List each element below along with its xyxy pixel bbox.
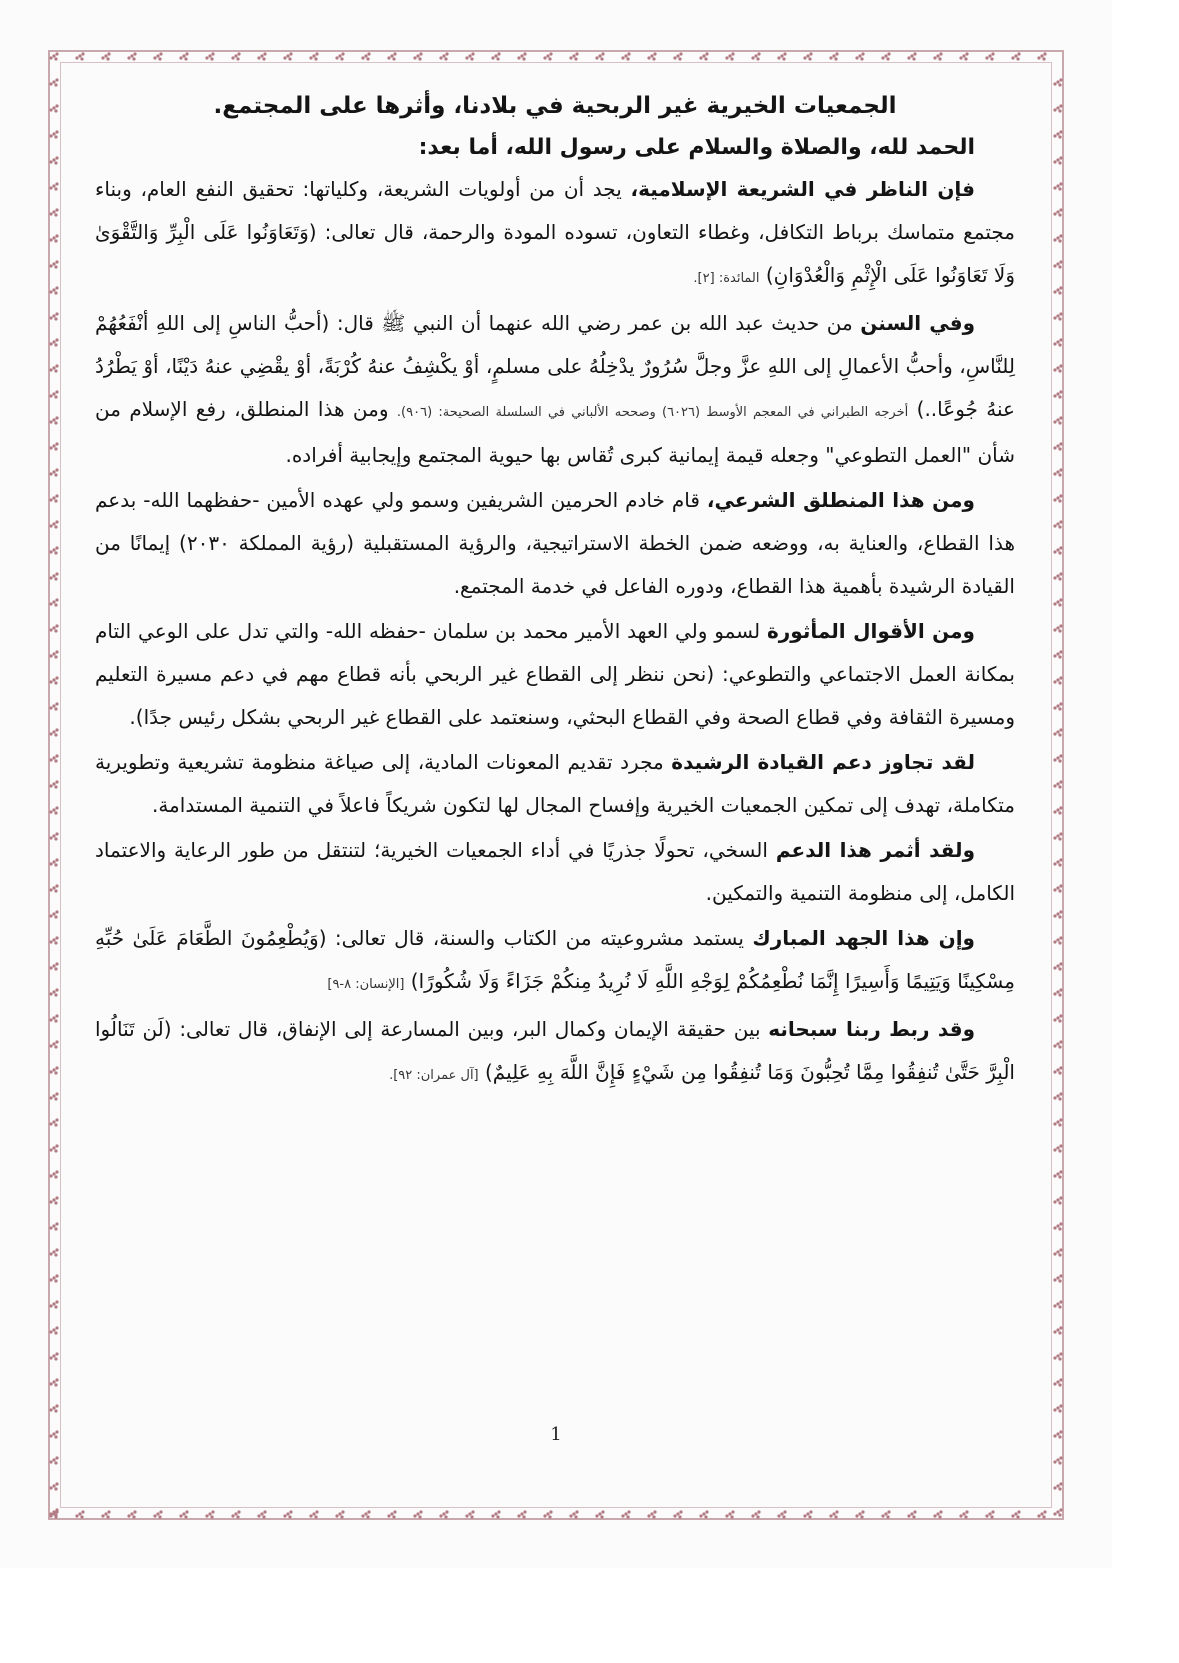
paragraph-lead: ومن الأقوال المأثورة: [766, 619, 975, 643]
citation: [الإنسان: ٨-٩]: [327, 977, 405, 992]
paragraph-text: بين حقيقة الإيمان وكمال البر، وبين المسارعة إلى الإنفاق، قال تعالى: (لَن تَنَالُوا الْبِرَّ حَتَّىٰ تُنفِقُوا مِمَّا تُحِبُّونَ وَمَا تُنفِقُوا مِن شَيْءٍ فَإِنَّ اللَّهَ بِهِ عَلِيمٌ): [95, 1017, 1015, 1084]
paragraph-4: [95, 610, 1015, 739]
paragraph-text: يجد أن من أولويات الشريعة، وكلياتها: تحقيق النفع العام، وبناء مجتمع متماسك برباط التكافل، وغطاء التعاون، تسوده المودة والرحمة، قال تعالى: (وَتَعَاوَنُوا عَلَى الْبِرِّ وَالتَّقْوَىٰ وَلَا تَعَاوَنُوا عَلَى الْإِثْمِ وَالْعُدْوَانِ): [95, 177, 1015, 287]
paragraph-2: [95, 302, 1015, 477]
paragraph-lead: وقد ربط ربنا سبحانه: [768, 1017, 975, 1041]
paragraph-lead: لقد تجاوز دعم القيادة الرشيدة: [671, 750, 975, 774]
paragraph-7: [95, 917, 1015, 1006]
paragraph-text: قام خادم الحرمين الشريفين وسمو ولي عهده الأمين -حفظهما الله- بدعم هذا القطاع، والعناية به، ووضعه ضمن الخطة الاستراتيجية، والرؤية المستقبلية (رؤية المملكة ٢٠٣٠) إيمانًا من القيادة الرشيدة بأهمية هذا القطاع، ودوره الفاعل في خدمة المجتمع.: [95, 488, 1015, 598]
paragraph-lead: ومن هذا المنطلق الشرعي،: [706, 488, 975, 512]
citation: المائدة: [٢].: [693, 271, 760, 286]
paragraph-1: [95, 168, 1015, 300]
document-body: [95, 88, 1015, 1099]
paragraph-8: [95, 1008, 1015, 1097]
paragraph-6: [95, 829, 1015, 915]
paragraph-text: يستمد مشروعيته من الكتاب والسنة، قال تعالى: (وَيُطْعِمُونَ الطَّعَامَ عَلَىٰ حُبِّهِ مِسْكِينًا وَيَتِيمًا وَأَسِيرًا إِنَّمَا نُطْعِمُكُمْ لِوَجْهِ اللَّهِ لَا نُرِيدُ مِنكُمْ جَزَاءً وَلَا شُكُورًا): [95, 926, 1015, 993]
paragraph-lead: وفي السنن: [860, 311, 975, 335]
citation: أخرجه الطبراني في المعجم الأوسط (٦٠٢٦) وصححه الألباني في السلسلة الصحيحة: (٩٠٦).: [396, 405, 909, 420]
paragraph-lead: فإن الناظر في الشريعة الإسلامية،: [630, 177, 976, 201]
paragraph-lead: وإن هذا الجهد المبارك: [752, 926, 975, 950]
paragraph-tail: ومن هذا المنطلق، رفع الإسلام من شأن "العمل التطوعي" وجعله قيمة إيمانية كبرى تُقاس بها حيوية المجتمع وإيجابية أفراده.: [95, 397, 1015, 467]
paragraph-lead: ولقد أثمر هذا الدعم: [775, 838, 975, 862]
paragraph-3: [95, 479, 1015, 608]
paragraph-text: من حديث عبد الله بن عمر رضي الله عنهما أن النبي ﷺ قال: (أحبُّ الناسِ إلى اللهِ أنْفَعُهُمْ لِلنَّاسِ، وأحبُّ الأعمالِ إلى اللهِ عزَّ وجلَّ سُرُورٌ يدْخِلُهُ على مسلمٍ، أوْ يكْشِفُ عنهُ كُرْبَةً، أوْ يقْضِي عنهُ دَيْنًا، أوْ يَطْرُدُ عنهُ جُوعًا..): [95, 311, 1015, 421]
paragraph-text: مجرد تقديم المعونات المادية، إلى صياغة منظومة تشريعية وتطويرية متكاملة، تهدف إلى تمكين الجمعيات الخيرية وإفساح المجال لها لتكون شريكاً فاعلاً في التنمية المستدامة.: [95, 750, 1015, 817]
paragraph-5: [95, 741, 1015, 827]
document-title: الجمعيات الخيرية غير الربحية في بلادنا، وأثرها على المجتمع.: [213, 93, 897, 119]
page-number: 1: [550, 1424, 562, 1445]
opening-line: الحمد لله، والصلاة والسلام على رسول الله، أما بعد:: [418, 135, 975, 160]
paragraph-text: السخي، تحولًا جذريًا في أداء الجمعيات الخيرية؛ لتنتقل من طور الرعاية والاعتماد الكامل، إلى منظومة التنمية والتمكين.: [95, 838, 1015, 905]
paragraph-text: لسمو ولي العهد الأمير محمد بن سلمان -حفظه الله- والتي تدل على الوعي التام بمكانة العمل الاجتماعي والتطوعي: (نحن ننظر إلى القطاع غير الربحي بأنه قطاع مهم في دعم مسيرة التعليم ومسيرة الثقافة وفي قطاع الصحة وفي القطاع البحثي، وسنعتمد على القطاع غير الربحي بشكل رئيس جدًا).: [95, 619, 1015, 729]
citation: [آل عمران: ٩٢].: [389, 1068, 479, 1083]
